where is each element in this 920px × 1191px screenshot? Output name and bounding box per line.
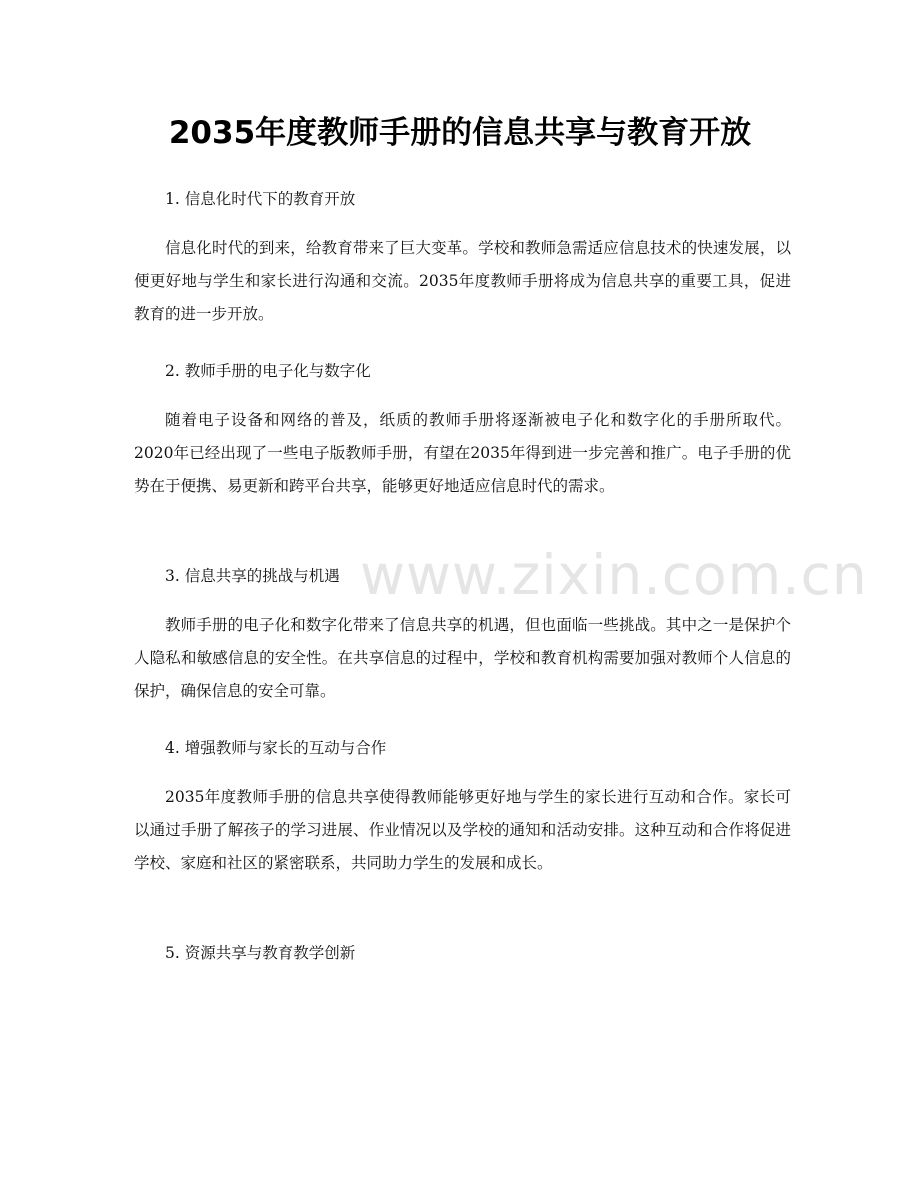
section-heading-3: 3. 信息共享的挑战与机遇: [165, 567, 340, 585]
section-heading-5: 5. 资源共享与教育教学创新: [165, 944, 356, 962]
section-paragraph-1: 信息化时代的到来，给教育带来了巨大变革。学校和教师急需适应信息技术的快速发展，以便更好地与学生和家长进行沟通和交流。2035年度教师手册将成为信息共享的重要工具，促进教育的进一步开放。: [134, 239, 791, 323]
section-paragraph-3: 教师手册的电子化和数字化带来了信息共享的机遇，但也面临一些挑战。其中之一是保护个人隐私和敏感信息的安全性。在共享信息的过程中，学校和教育机构需要加强对教师个人信息的保护，确保信息的安全可靠。: [134, 616, 791, 700]
watermark-text: www.zixin.com.cn: [360, 543, 868, 607]
section-heading-1: 1. 信息化时代下的教育开放: [165, 190, 356, 208]
section-paragraph-4: 2035年度教师手册的信息共享使得教师能够更好地与学生的家长进行互动和合作。家长可以通过手册了解孩子的学习进展、作业情况以及学校的通知和活动安排。这种互动和合作将促进学校、家庭和社区的紧密联系，共同助力学生的发展和成长。: [134, 788, 791, 872]
document-title: 2035年度教师手册的信息共享与教育开放: [168, 115, 752, 151]
section-heading-4: 4. 增强教师与家长的互动与合作: [165, 739, 387, 757]
section-paragraph-2: 随着电子设备和网络的普及，纸质的教师手册将逐渐被电子化和数字化的手册所取代。2020年已经出现了一些电子版教师手册，有望在2035年得到进一步完善和推广。电子手册的优势在于便携、易更新和跨平台共享，能够更好地适应信息时代的需求。: [134, 411, 791, 495]
section-heading-2: 2. 教师手册的电子化与数字化: [165, 362, 371, 380]
